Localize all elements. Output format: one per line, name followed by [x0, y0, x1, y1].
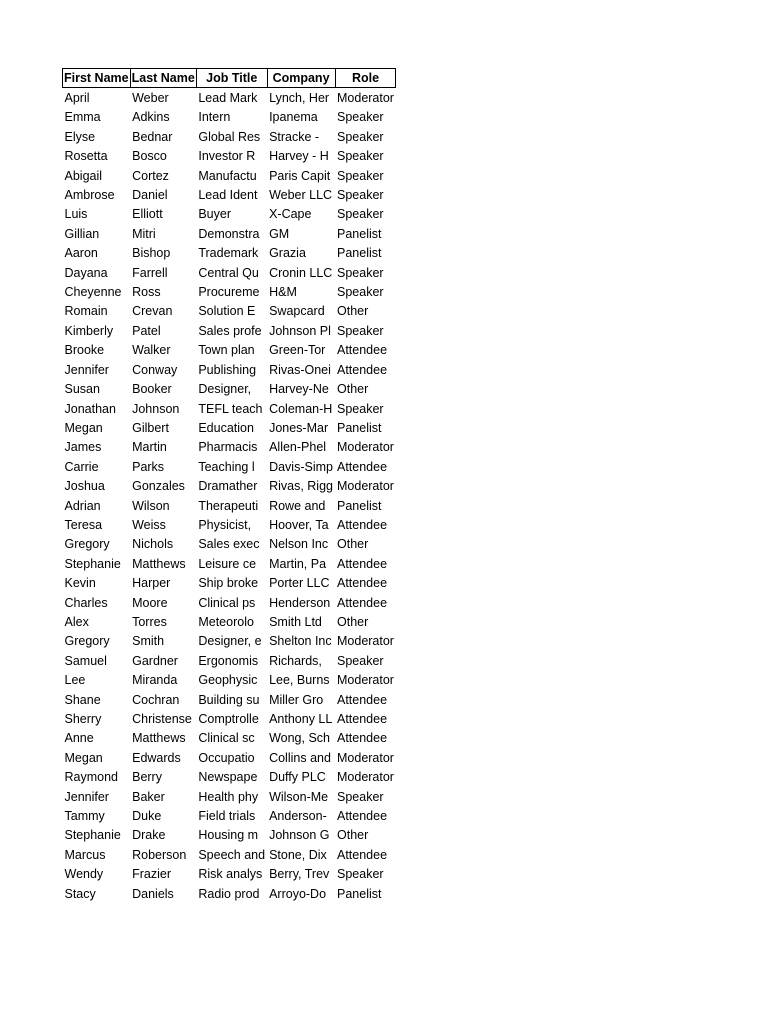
role-cell: Speaker: [337, 867, 384, 882]
first-name-cell: Megan: [64, 750, 103, 765]
role-cell: Other: [337, 828, 369, 843]
table-row: [63, 361, 396, 380]
role-cell: Speaker: [337, 401, 384, 416]
table-row: [63, 846, 396, 865]
first-name-cell: Elyse: [64, 129, 96, 144]
first-name-cell: Shane: [64, 692, 101, 707]
first-name-cell: Dayana: [64, 265, 108, 280]
company-cell: Anthony LL: [269, 712, 333, 726]
table-row: [63, 438, 396, 457]
last-name-cell: Gilbert: [132, 420, 169, 435]
table-row: [63, 477, 396, 496]
role-cell: Attendee: [337, 712, 388, 726]
last-name-cell: Roberson: [132, 847, 187, 862]
table-row: [63, 283, 396, 302]
table-row: [63, 632, 396, 651]
company-cell: Jones-Mar: [269, 420, 329, 435]
role-cell: Panelist: [337, 498, 382, 513]
first-name-cell: Raymond: [64, 770, 118, 785]
last-name-cell: Gardner: [132, 653, 178, 668]
table-row: [63, 788, 396, 807]
last-name-cell: Patel: [132, 323, 161, 338]
first-name-cell: Kevin: [64, 576, 96, 591]
company-cell: Allen-Phel: [269, 440, 327, 455]
table-row: [63, 826, 396, 845]
table-row: [63, 147, 396, 166]
job-title-cell: Sales profe: [198, 323, 262, 338]
table-row: [63, 88, 396, 109]
job-title-cell: Publishing: [198, 362, 257, 377]
job-title-cell: Clinical ps: [198, 595, 256, 610]
table-row: [63, 108, 396, 127]
job-title-cell: Dramather: [198, 479, 258, 494]
table-row: [63, 574, 396, 593]
company-cell: H&M: [269, 285, 297, 300]
last-name-cell: Duke: [132, 809, 162, 824]
first-name-cell: Charles: [64, 595, 108, 610]
last-name-cell: Miranda: [132, 673, 178, 688]
table-row: [63, 167, 396, 186]
job-title-cell: Building su: [198, 692, 260, 707]
last-name-cell: Daniel: [132, 188, 168, 203]
role-cell: Panelist: [337, 226, 382, 241]
role-cell: Speaker: [337, 168, 384, 183]
last-name-cell: Bednar: [132, 129, 173, 144]
role-cell: Speaker: [337, 207, 384, 222]
role-cell: Speaker: [337, 265, 384, 280]
company-cell: Hoover, Ta: [269, 517, 329, 532]
first-name-cell: Rosetta: [64, 149, 108, 164]
last-name-cell: Nichols: [132, 537, 174, 552]
company-cell: Berry, Trev: [269, 867, 330, 882]
job-title-cell: Comptrolle: [198, 712, 259, 726]
company-cell: Davis-Simp: [269, 459, 333, 474]
last-name-cell: Bosco: [132, 149, 167, 164]
first-name-cell: Gregory: [64, 537, 110, 552]
role-cell: Attendee: [337, 517, 388, 532]
last-name-cell: Weiss: [132, 517, 166, 532]
company-cell: Grazia: [269, 246, 306, 261]
role-cell: Speaker: [337, 789, 384, 804]
header-role: Role: [335, 69, 396, 88]
table-row: [63, 264, 396, 283]
job-title-cell: Occupatio: [198, 750, 255, 765]
last-name-cell: Johnson: [132, 401, 180, 416]
table-row: [63, 865, 396, 884]
role-cell: Other: [337, 614, 369, 629]
company-cell: Stone, Dix: [269, 847, 327, 862]
job-title-cell: Manufactu: [198, 168, 257, 183]
company-cell: Wong, Sch: [269, 731, 330, 746]
last-name-cell: Walker: [132, 343, 171, 358]
spreadsheet-printout: [62, 68, 396, 904]
first-name-cell: Adrian: [64, 498, 101, 513]
company-cell: Lee, Burns: [269, 673, 330, 688]
first-name-cell: Anne: [64, 731, 94, 746]
table-row: [63, 555, 396, 574]
job-title-cell: Lead Mark: [198, 91, 258, 105]
last-name-cell: Christense: [132, 712, 192, 726]
company-cell: Swapcard: [269, 304, 325, 319]
role-cell: Speaker: [337, 110, 384, 125]
job-title-cell: Leisure ce: [198, 556, 257, 571]
role-cell: Speaker: [337, 323, 384, 338]
job-title-cell: Central Qu: [198, 265, 259, 280]
company-cell: Green-Tor: [269, 343, 326, 358]
job-title-cell: Intern: [198, 110, 231, 125]
role-cell: Attendee: [337, 362, 388, 377]
table-row: [63, 652, 396, 671]
header-first-name: First Name: [63, 69, 131, 88]
job-title-cell: Geophysic: [198, 673, 258, 688]
first-name-cell: Jennifer: [64, 789, 109, 804]
company-cell: Arroyo-Do: [269, 886, 327, 901]
company-cell: Ipanema: [269, 110, 318, 125]
table-row: [63, 594, 396, 613]
first-name-cell: Cheyenne: [64, 285, 122, 300]
first-name-cell: Luis: [64, 207, 88, 222]
role-cell: Panelist: [337, 246, 382, 261]
last-name-cell: Martin: [132, 440, 167, 455]
last-name-cell: Wilson: [132, 498, 170, 513]
last-name-cell: Gonzales: [132, 479, 185, 494]
last-name-cell: Mitri: [132, 226, 156, 241]
role-cell: Attendee: [337, 556, 388, 571]
job-title-cell: Designer,: [198, 382, 252, 397]
job-title-cell: Radio prod: [198, 886, 260, 901]
table-row: [63, 497, 396, 516]
table-row: [63, 691, 396, 710]
job-title-cell: Ship broke: [198, 576, 259, 591]
company-cell: Duffy PLC: [269, 770, 326, 785]
first-name-cell: Wendy: [64, 867, 104, 882]
table-row: [63, 341, 396, 360]
company-cell: Johnson Pl: [269, 323, 331, 338]
table-row: [63, 807, 396, 826]
last-name-cell: Bishop: [132, 246, 171, 261]
role-cell: Attendee: [337, 731, 388, 746]
last-name-cell: Frazier: [132, 867, 172, 882]
job-title-cell: Investor R: [198, 149, 256, 164]
last-name-cell: Ross: [132, 285, 161, 300]
role-cell: Moderator: [337, 440, 394, 455]
last-name-cell: Edwards: [132, 750, 181, 765]
first-name-cell: Jonathan: [64, 401, 116, 416]
role-cell: Moderator: [337, 479, 394, 494]
role-cell: Attendee: [337, 595, 388, 610]
first-name-cell: Gillian: [64, 226, 100, 241]
last-name-cell: Moore: [132, 595, 168, 610]
table-row: [63, 458, 396, 477]
last-name-cell: Smith: [132, 634, 165, 649]
table-row: [63, 419, 396, 438]
table-row: [63, 128, 396, 147]
first-name-cell: Lee: [64, 673, 86, 688]
table-row: [63, 244, 396, 263]
header-last-name: Last Name: [130, 69, 196, 88]
company-cell: Lynch, Her: [269, 91, 330, 105]
table-row: [63, 186, 396, 205]
role-cell: Attendee: [337, 576, 388, 591]
job-title-cell: Housing m: [198, 828, 259, 843]
table-row: [63, 729, 396, 748]
job-title-cell: Global Res: [198, 129, 261, 144]
first-name-cell: Ambrose: [64, 188, 115, 203]
job-title-cell: Solution E: [198, 304, 256, 319]
table-row: [63, 885, 396, 904]
role-cell: Moderator: [337, 634, 394, 649]
job-title-cell: Sales exec: [198, 537, 260, 552]
first-name-cell: Kimberly: [64, 323, 114, 338]
company-cell: Stracke -: [269, 129, 320, 144]
first-name-cell: Susan: [64, 382, 100, 397]
company-cell: Coleman-H: [269, 401, 333, 416]
role-cell: Panelist: [337, 420, 382, 435]
first-name-cell: Megan: [64, 420, 103, 435]
first-name-cell: Samuel: [64, 653, 107, 668]
first-name-cell: Stacy: [64, 886, 96, 901]
table-row: [63, 380, 396, 399]
last-name-cell: Booker: [132, 382, 172, 397]
table-row: [63, 710, 396, 729]
first-name-cell: Brooke: [64, 343, 105, 358]
last-name-cell: Weber: [132, 91, 169, 105]
role-cell: Attendee: [337, 343, 388, 358]
company-cell: GM: [269, 226, 290, 241]
role-cell: Moderator: [337, 770, 394, 785]
table-row: [63, 322, 396, 341]
company-cell: Johnson G: [269, 828, 330, 843]
role-cell: Speaker: [337, 285, 384, 300]
company-cell: Martin, Pa: [269, 556, 327, 571]
job-title-cell: Ergonomis: [198, 653, 259, 668]
last-name-cell: Drake: [132, 828, 166, 843]
first-name-cell: Stephanie: [64, 828, 121, 843]
job-title-cell: Therapeuti: [198, 498, 259, 513]
job-title-cell: Lead Ident: [198, 188, 258, 203]
last-name-cell: Harper: [132, 576, 171, 591]
job-title-cell: Speech and: [198, 847, 266, 862]
first-name-cell: April: [64, 91, 90, 105]
last-name-cell: Parks: [132, 459, 165, 474]
job-title-cell: Health phy: [198, 789, 259, 804]
last-name-cell: Berry: [132, 770, 162, 785]
last-name-cell: Matthews: [132, 731, 186, 746]
company-cell: Nelson Inc: [269, 537, 329, 552]
first-name-cell: Aaron: [64, 246, 98, 261]
company-cell: X-Cape: [269, 207, 312, 222]
job-title-cell: Meteorolo: [198, 614, 254, 629]
first-name-cell: Marcus: [64, 847, 106, 862]
job-title-cell: Risk analys: [198, 867, 263, 882]
last-name-cell: Torres: [132, 614, 167, 629]
job-title-cell: Pharmacis: [198, 440, 258, 455]
role-cell: Speaker: [337, 129, 384, 144]
first-name-cell: Sherry: [64, 712, 102, 726]
role-cell: Speaker: [337, 149, 384, 164]
first-name-cell: Emma: [64, 110, 101, 125]
role-cell: Attendee: [337, 692, 388, 707]
job-title-cell: Trademark: [198, 246, 259, 261]
table-row: [63, 671, 396, 690]
company-cell: Weber LLC: [269, 188, 333, 203]
table-row: [63, 302, 396, 321]
job-title-cell: Physicist,: [198, 517, 252, 532]
last-name-cell: Cortez: [132, 168, 169, 183]
job-title-cell: Field trials: [198, 809, 256, 824]
role-cell: Speaker: [337, 653, 384, 668]
table-row: [63, 768, 396, 787]
last-name-cell: Matthews: [132, 556, 186, 571]
company-cell: Rivas, Rigg: [269, 479, 333, 494]
job-title-cell: Education: [198, 420, 254, 435]
first-name-cell: Gregory: [64, 634, 110, 649]
company-cell: Henderson: [269, 595, 331, 610]
first-name-cell: Abigail: [64, 168, 103, 183]
last-name-cell: Crevan: [132, 304, 173, 319]
company-cell: Richards,: [269, 653, 322, 668]
table-row: [63, 516, 396, 535]
first-name-cell: Joshua: [64, 479, 105, 494]
table-row: [63, 400, 396, 419]
role-cell: Moderator: [337, 673, 394, 688]
last-name-cell: Adkins: [132, 110, 170, 125]
first-name-cell: Jennifer: [64, 362, 109, 377]
role-cell: Moderator: [337, 750, 394, 765]
company-cell: Collins and: [269, 750, 331, 765]
table-row: [63, 225, 396, 244]
company-cell: Miller Gro: [269, 692, 324, 707]
last-name-cell: Farrell: [132, 265, 168, 280]
role-cell: Other: [337, 537, 369, 552]
header-row: [63, 69, 396, 88]
role-cell: Other: [337, 382, 369, 397]
company-cell: Paris Capit: [269, 168, 331, 183]
role-cell: Attendee: [337, 809, 388, 824]
last-name-cell: Baker: [132, 789, 165, 804]
table-row: [63, 749, 396, 768]
table-row: [63, 535, 396, 554]
job-title-cell: Teaching l: [198, 459, 255, 474]
first-name-cell: Alex: [64, 614, 89, 629]
first-name-cell: Teresa: [64, 517, 103, 532]
job-title-cell: Clinical sc: [198, 731, 255, 746]
role-cell: Moderator: [337, 91, 394, 105]
first-name-cell: James: [64, 440, 102, 455]
header-company: Company: [267, 69, 335, 88]
role-cell: Speaker: [337, 188, 384, 203]
company-cell: Porter LLC: [269, 576, 330, 591]
last-name-cell: Conway: [132, 362, 178, 377]
job-title-cell: Buyer: [198, 207, 231, 222]
company-cell: Anderson-: [269, 809, 327, 824]
job-title-cell: TEFL teach: [198, 401, 263, 416]
role-cell: Other: [337, 304, 369, 319]
company-cell: Cronin LLC: [269, 265, 333, 280]
company-cell: Rowe and: [269, 498, 326, 513]
company-cell: Smith Ltd: [269, 614, 322, 629]
job-title-cell: Procureme: [198, 285, 260, 300]
company-cell: Shelton Inc: [269, 634, 332, 649]
job-title-cell: Newspape: [198, 770, 258, 785]
role-cell: Attendee: [337, 459, 388, 474]
last-name-cell: Cochran: [132, 692, 180, 707]
last-name-cell: Daniels: [132, 886, 174, 901]
last-name-cell: Elliott: [132, 207, 163, 222]
job-title-cell: Designer, e: [198, 634, 262, 649]
first-name-cell: Romain: [64, 304, 108, 319]
job-title-cell: Town plan: [198, 343, 255, 358]
first-name-cell: Carrie: [64, 459, 99, 474]
attendee-table: [62, 68, 396, 904]
company-cell: Harvey - H: [269, 149, 329, 164]
company-cell: Wilson-Me: [269, 789, 329, 804]
role-cell: Panelist: [337, 886, 382, 901]
header-job-title: Job Title: [196, 69, 267, 88]
role-cell: Attendee: [337, 847, 388, 862]
company-cell: Harvey-Ne: [269, 382, 329, 397]
first-name-cell: Stephanie: [64, 556, 121, 571]
table-row: [63, 613, 396, 632]
first-name-cell: Tammy: [64, 809, 105, 824]
company-cell: Rivas-Onei: [269, 362, 331, 377]
job-title-cell: Demonstra: [198, 226, 260, 241]
table-row: [63, 205, 396, 224]
